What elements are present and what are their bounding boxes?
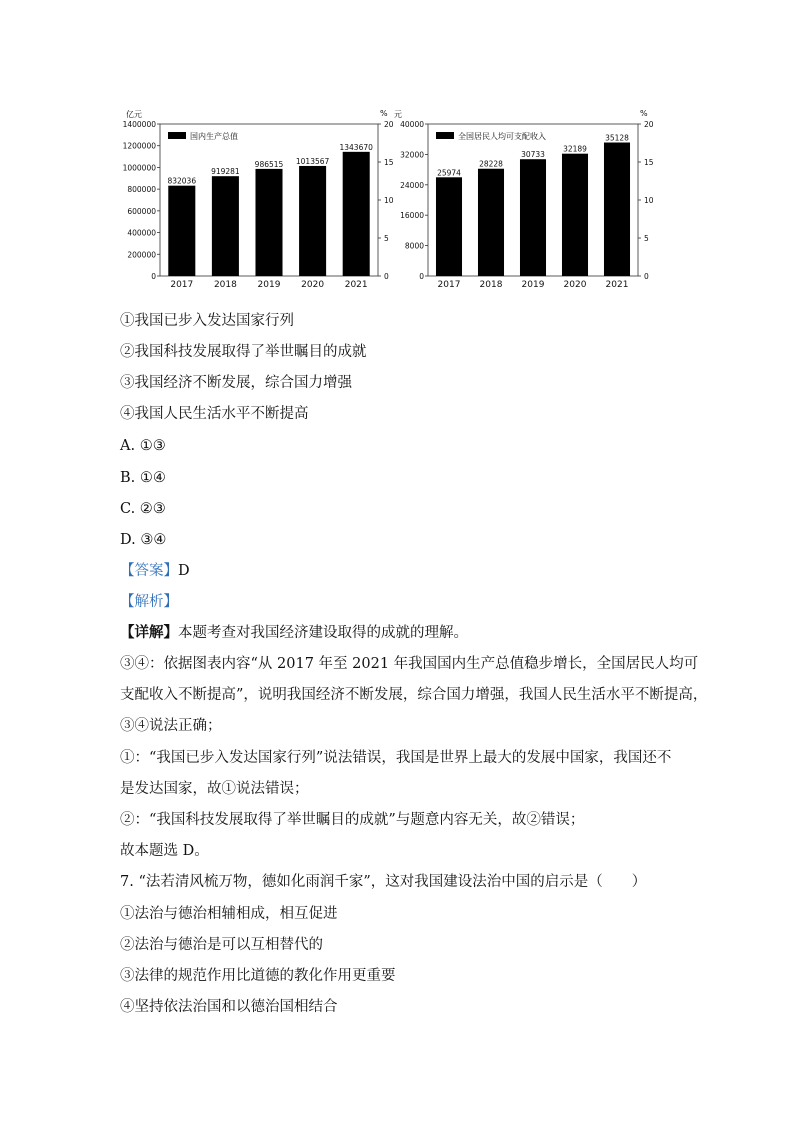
x-tick-label: 2020 <box>301 280 325 290</box>
explanation-1c: ③④说法正确； <box>120 718 222 734</box>
income-chart-svg <box>390 104 670 298</box>
answer-line <box>120 561 190 581</box>
bar-value-label: 28228 <box>479 159 503 169</box>
bar-value-label: 35128 <box>605 133 629 143</box>
detail-line <box>120 623 468 643</box>
bar-value-label: 25974 <box>437 168 461 178</box>
bar-value-label: 919281 <box>211 167 240 177</box>
q7-option-1: ①法治与德治相辅相成，相互促进 <box>120 906 338 922</box>
bar <box>562 154 588 276</box>
bar <box>478 169 504 276</box>
y-axis-unit: 元 <box>394 110 402 119</box>
bar-value-label: 832036 <box>167 176 197 186</box>
bar <box>520 159 546 276</box>
legend-label: 全国居民人均可支配收入 <box>458 132 546 141</box>
bar <box>604 143 630 276</box>
y-tick-label: 0 <box>419 272 424 281</box>
detail-text: 本题考查对我国经济建设取得的成就的理解。 <box>178 625 468 641</box>
bar <box>299 166 326 276</box>
answer-value: D <box>178 563 190 579</box>
answer-tag: 【答案】 <box>120 563 178 579</box>
x-tick-label: 2019 <box>521 280 545 290</box>
y2-tick-label: 0 <box>644 272 649 281</box>
y-tick-label: 1400000 <box>122 120 156 129</box>
bar <box>212 176 239 276</box>
y-tick-label: 600000 <box>127 206 156 216</box>
explanation-1a: ③④：依据图表内容“从 2017 年至 2021 年我国国内生产总值稳步增长，全国居民人均可 <box>120 656 699 672</box>
choice-d: D. ③④ <box>120 532 167 548</box>
explanation-1b: 支配收入不断提高”，说明我国经济不断发展，综合国力增强，我国人民生活水平不断提高， <box>120 687 708 703</box>
y2-tick-label: 5 <box>644 234 649 243</box>
explanation-3: ②：“我国科技发展取得了举世瞩目的成就”与题意内容无关，故②错误； <box>120 812 585 828</box>
x-tick-label: 2020 <box>563 280 587 290</box>
y-tick-label: 1200000 <box>122 141 156 151</box>
detail-tag: 【详解】 <box>120 624 178 641</box>
q7-option-2: ②法治与德治是可以互相替代的 <box>120 937 323 953</box>
legend-swatch <box>436 132 454 139</box>
bar-value-label: 1013567 <box>295 156 330 166</box>
legend-label: 国内生产总值 <box>190 132 238 141</box>
bar <box>343 152 370 276</box>
y2-tick-label: 20 <box>644 120 654 129</box>
analysis-line <box>120 592 178 612</box>
y2-tick-label: 20 <box>384 120 394 129</box>
y2-tick-label: 15 <box>384 158 394 167</box>
y-tick-label: 200000 <box>127 250 156 260</box>
bar-value-label: 986515 <box>254 159 284 169</box>
y2-tick-label: 5 <box>384 234 389 243</box>
bar <box>168 186 195 276</box>
bar-value-label: 30733 <box>521 150 545 160</box>
bar <box>436 177 462 276</box>
y-tick-label: 40000 <box>400 120 424 129</box>
x-tick-label: 2021 <box>344 280 368 290</box>
option-2: ②我国科技发展取得了举世瞩目的成就 <box>120 344 367 360</box>
y2-tick-label: 10 <box>644 196 654 205</box>
income-chart <box>390 104 670 298</box>
option-3: ③我国经济不断发展，综合国力增强 <box>120 375 352 391</box>
legend-swatch <box>168 132 186 139</box>
y-tick-label: 8000 <box>404 241 424 251</box>
x-tick-label: 2018 <box>213 280 237 290</box>
x-tick-label: 2018 <box>479 280 503 290</box>
y2-tick-label: 0 <box>384 272 389 281</box>
q7-option-3: ③法律的规范作用比道德的教化作用更重要 <box>120 968 396 984</box>
gdp-chart <box>118 104 402 298</box>
y-axis-unit: 亿元 <box>126 110 142 119</box>
explanation-2a: ①：“我国已步入发达国家行列”说法错误，我国是世界上最大的发展中国家，我国还不 <box>120 750 672 766</box>
x-tick-label: 2017 <box>437 280 461 290</box>
q7-option-4: ④坚持依法治国和以德治国相结合 <box>120 999 338 1015</box>
question-7: 7. “法若清风梳万物，德如化雨润千家”，这对我国建设法治中国的启示是（ ） <box>120 874 647 890</box>
bar <box>255 169 282 276</box>
y-tick-label: 32000 <box>400 150 424 160</box>
y2-tick-label: 10 <box>384 196 394 205</box>
x-tick-label: 2021 <box>605 280 629 290</box>
y-tick-label: 16000 <box>400 211 424 221</box>
choice-c: C. ②③ <box>120 501 166 517</box>
x-tick-label: 2017 <box>170 280 194 290</box>
x-tick-label: 2019 <box>257 280 281 290</box>
choice-b: B. ①④ <box>120 470 166 486</box>
y-tick-label: 24000 <box>400 180 424 190</box>
option-4: ④我国人民生活水平不断提高 <box>120 406 309 422</box>
bar-value-label: 32189 <box>563 144 587 154</box>
y2-axis-unit: % <box>640 109 648 118</box>
explanation-2b: 是发达国家，故①说法错误； <box>120 781 309 797</box>
gdp-chart-svg <box>118 104 402 298</box>
y2-axis-unit: % <box>380 109 388 118</box>
choice-a: A. ①③ <box>120 438 166 454</box>
y-tick-label: 1000000 <box>122 163 156 173</box>
y2-tick-label: 15 <box>644 158 654 167</box>
option-1: ①我国已步入发达国家行列 <box>120 313 294 329</box>
conclusion: 故本题选 D。 <box>120 843 209 859</box>
y-tick-label: 800000 <box>127 185 156 195</box>
analysis-tag: 【解析】 <box>120 594 178 610</box>
y-tick-label: 0 <box>151 272 156 281</box>
y-tick-label: 400000 <box>127 228 156 238</box>
bar-value-label: 1343670 <box>339 142 373 152</box>
